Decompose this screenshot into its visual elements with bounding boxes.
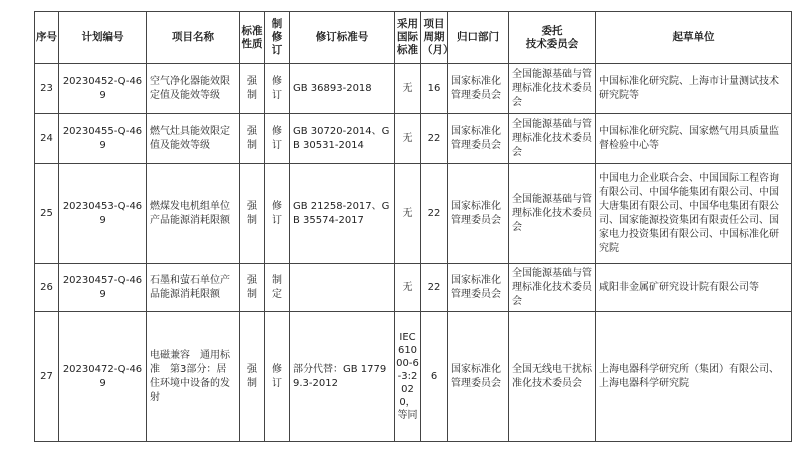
header-period: 项目 周期 （月） — [421, 12, 448, 64]
cell-project: 石墨和萤石单位产品能源消耗限额 — [147, 264, 240, 312]
cell-committee: 全国能源基础与管理标准化技术委员会 — [509, 164, 596, 264]
table-row — [35, 164, 792, 264]
cell-plan-no: 20230452-Q-469 — [59, 64, 147, 114]
cell-std-nature: 强 制 — [240, 312, 265, 442]
cell-seq: 25 — [35, 164, 59, 264]
cell-intl-adopt: 无 — [395, 164, 421, 264]
cell-plan-no: 20230472-Q-469 — [59, 312, 147, 442]
standards-plan-table — [34, 11, 792, 442]
header-std-nature: 标准 性质 — [240, 12, 265, 64]
cell-std-nature: 强 制 — [240, 114, 265, 164]
cell-seq: 24 — [35, 114, 59, 164]
cell-dept: 国家标准化管理委员会 — [448, 264, 509, 312]
cell-project: 电磁兼容 通用标准 第3部分：居住环境中设备的发射 — [147, 312, 240, 442]
cell-period: 22 — [421, 114, 448, 164]
cell-drafter: 咸阳非金属矿研究设计院有限公司等 — [596, 264, 792, 312]
header-seq: 序号 — [35, 12, 59, 64]
cell-revised-std: GB 30720-2014、GB 30531-2014 — [290, 114, 395, 164]
header-dept: 归口部门 — [448, 12, 509, 64]
cell-project: 燃煤发电机组单位产品能源消耗限额 — [147, 164, 240, 264]
cell-revised-std: GB 21258-2017、GB 35574-2017 — [290, 164, 395, 264]
cell-drafter: 上海电器科学研究所（集团）有限公司、上海电器科学研究院 — [596, 312, 792, 442]
table-row — [35, 114, 792, 164]
cell-plan-no: 20230453-Q-469 — [59, 164, 147, 264]
cell-std-nature: 强 制 — [240, 264, 265, 312]
cell-committee: 全国能源基础与管理标准化技术委员会 — [509, 114, 596, 164]
header-revise-type: 制 修 订 — [265, 12, 290, 64]
header-project: 项目名称 — [147, 12, 240, 64]
cell-drafter: 中国电力企业联合会、中国国际工程咨询有限公司、中国华能集团有限公司、中国大唐集团有限公司、中国华电集团有限公司、国家能源投资集团有限责任公司、国家电力投资集团有限公司、中国标准化研究院 — [596, 164, 792, 264]
cell-intl-adopt: 无 — [395, 264, 421, 312]
header-intl-adopt: 采用 国际 标准 — [395, 12, 421, 64]
cell-std-nature: 强 制 — [240, 64, 265, 114]
cell-period: 16 — [421, 64, 448, 114]
cell-drafter: 中国标准化研究院、上海市计量测试技术研究院等 — [596, 64, 792, 114]
header-committee: 委托 技术委员会 — [509, 12, 596, 64]
cell-committee: 全国无线电干扰标准化技术委员会 — [509, 312, 596, 442]
table-row — [35, 312, 792, 442]
header-revised-std: 修订标准号 — [290, 12, 395, 64]
cell-dept: 国家标准化管理委员会 — [448, 312, 509, 442]
cell-intl-adopt: IEC 61000-6-3:2020，等同 — [395, 312, 421, 442]
cell-seq: 26 — [35, 264, 59, 312]
cell-dept: 国家标准化管理委员会 — [448, 64, 509, 114]
cell-revised-std: GB 36893-2018 — [290, 64, 395, 114]
cell-intl-adopt: 无 — [395, 114, 421, 164]
cell-dept: 国家标准化管理委员会 — [448, 164, 509, 264]
cell-std-nature: 强 制 — [240, 164, 265, 264]
cell-committee: 全国能源基础与管理标准化技术委员会 — [509, 264, 596, 312]
cell-plan-no: 20230455-Q-469 — [59, 114, 147, 164]
cell-project: 空气净化器能效限定值及能效等级 — [147, 64, 240, 114]
table-row — [35, 64, 792, 114]
cell-revise-type: 修 订 — [265, 114, 290, 164]
cell-revised-std: 部分代替：GB 17799.3-2012 — [290, 312, 395, 442]
cell-seq: 23 — [35, 64, 59, 114]
table-row — [35, 264, 792, 312]
cell-period: 22 — [421, 264, 448, 312]
standards-plan-page — [34, 11, 791, 442]
cell-intl-adopt: 无 — [395, 64, 421, 114]
cell-seq: 27 — [35, 312, 59, 442]
cell-dept: 国家标准化管理委员会 — [448, 114, 509, 164]
cell-project: 燃气灶具能效限定值及能效等级 — [147, 114, 240, 164]
header-drafter: 起草单位 — [596, 12, 792, 64]
cell-plan-no: 20230457-Q-469 — [59, 264, 147, 312]
cell-period: 22 — [421, 164, 448, 264]
cell-revised-std — [290, 264, 395, 312]
cell-revise-type: 修 订 — [265, 164, 290, 264]
cell-revise-type: 修 订 — [265, 312, 290, 442]
cell-drafter: 中国标准化研究院、国家燃气用具质量监督检验中心等 — [596, 114, 792, 164]
cell-revise-type: 制 定 — [265, 264, 290, 312]
cell-period: 6 — [421, 312, 448, 442]
cell-revise-type: 修 订 — [265, 64, 290, 114]
cell-committee: 全国能源基础与管理标准化技术委员会 — [509, 64, 596, 114]
header-plan-no: 计划编号 — [59, 12, 147, 64]
table-header-row — [35, 12, 792, 64]
